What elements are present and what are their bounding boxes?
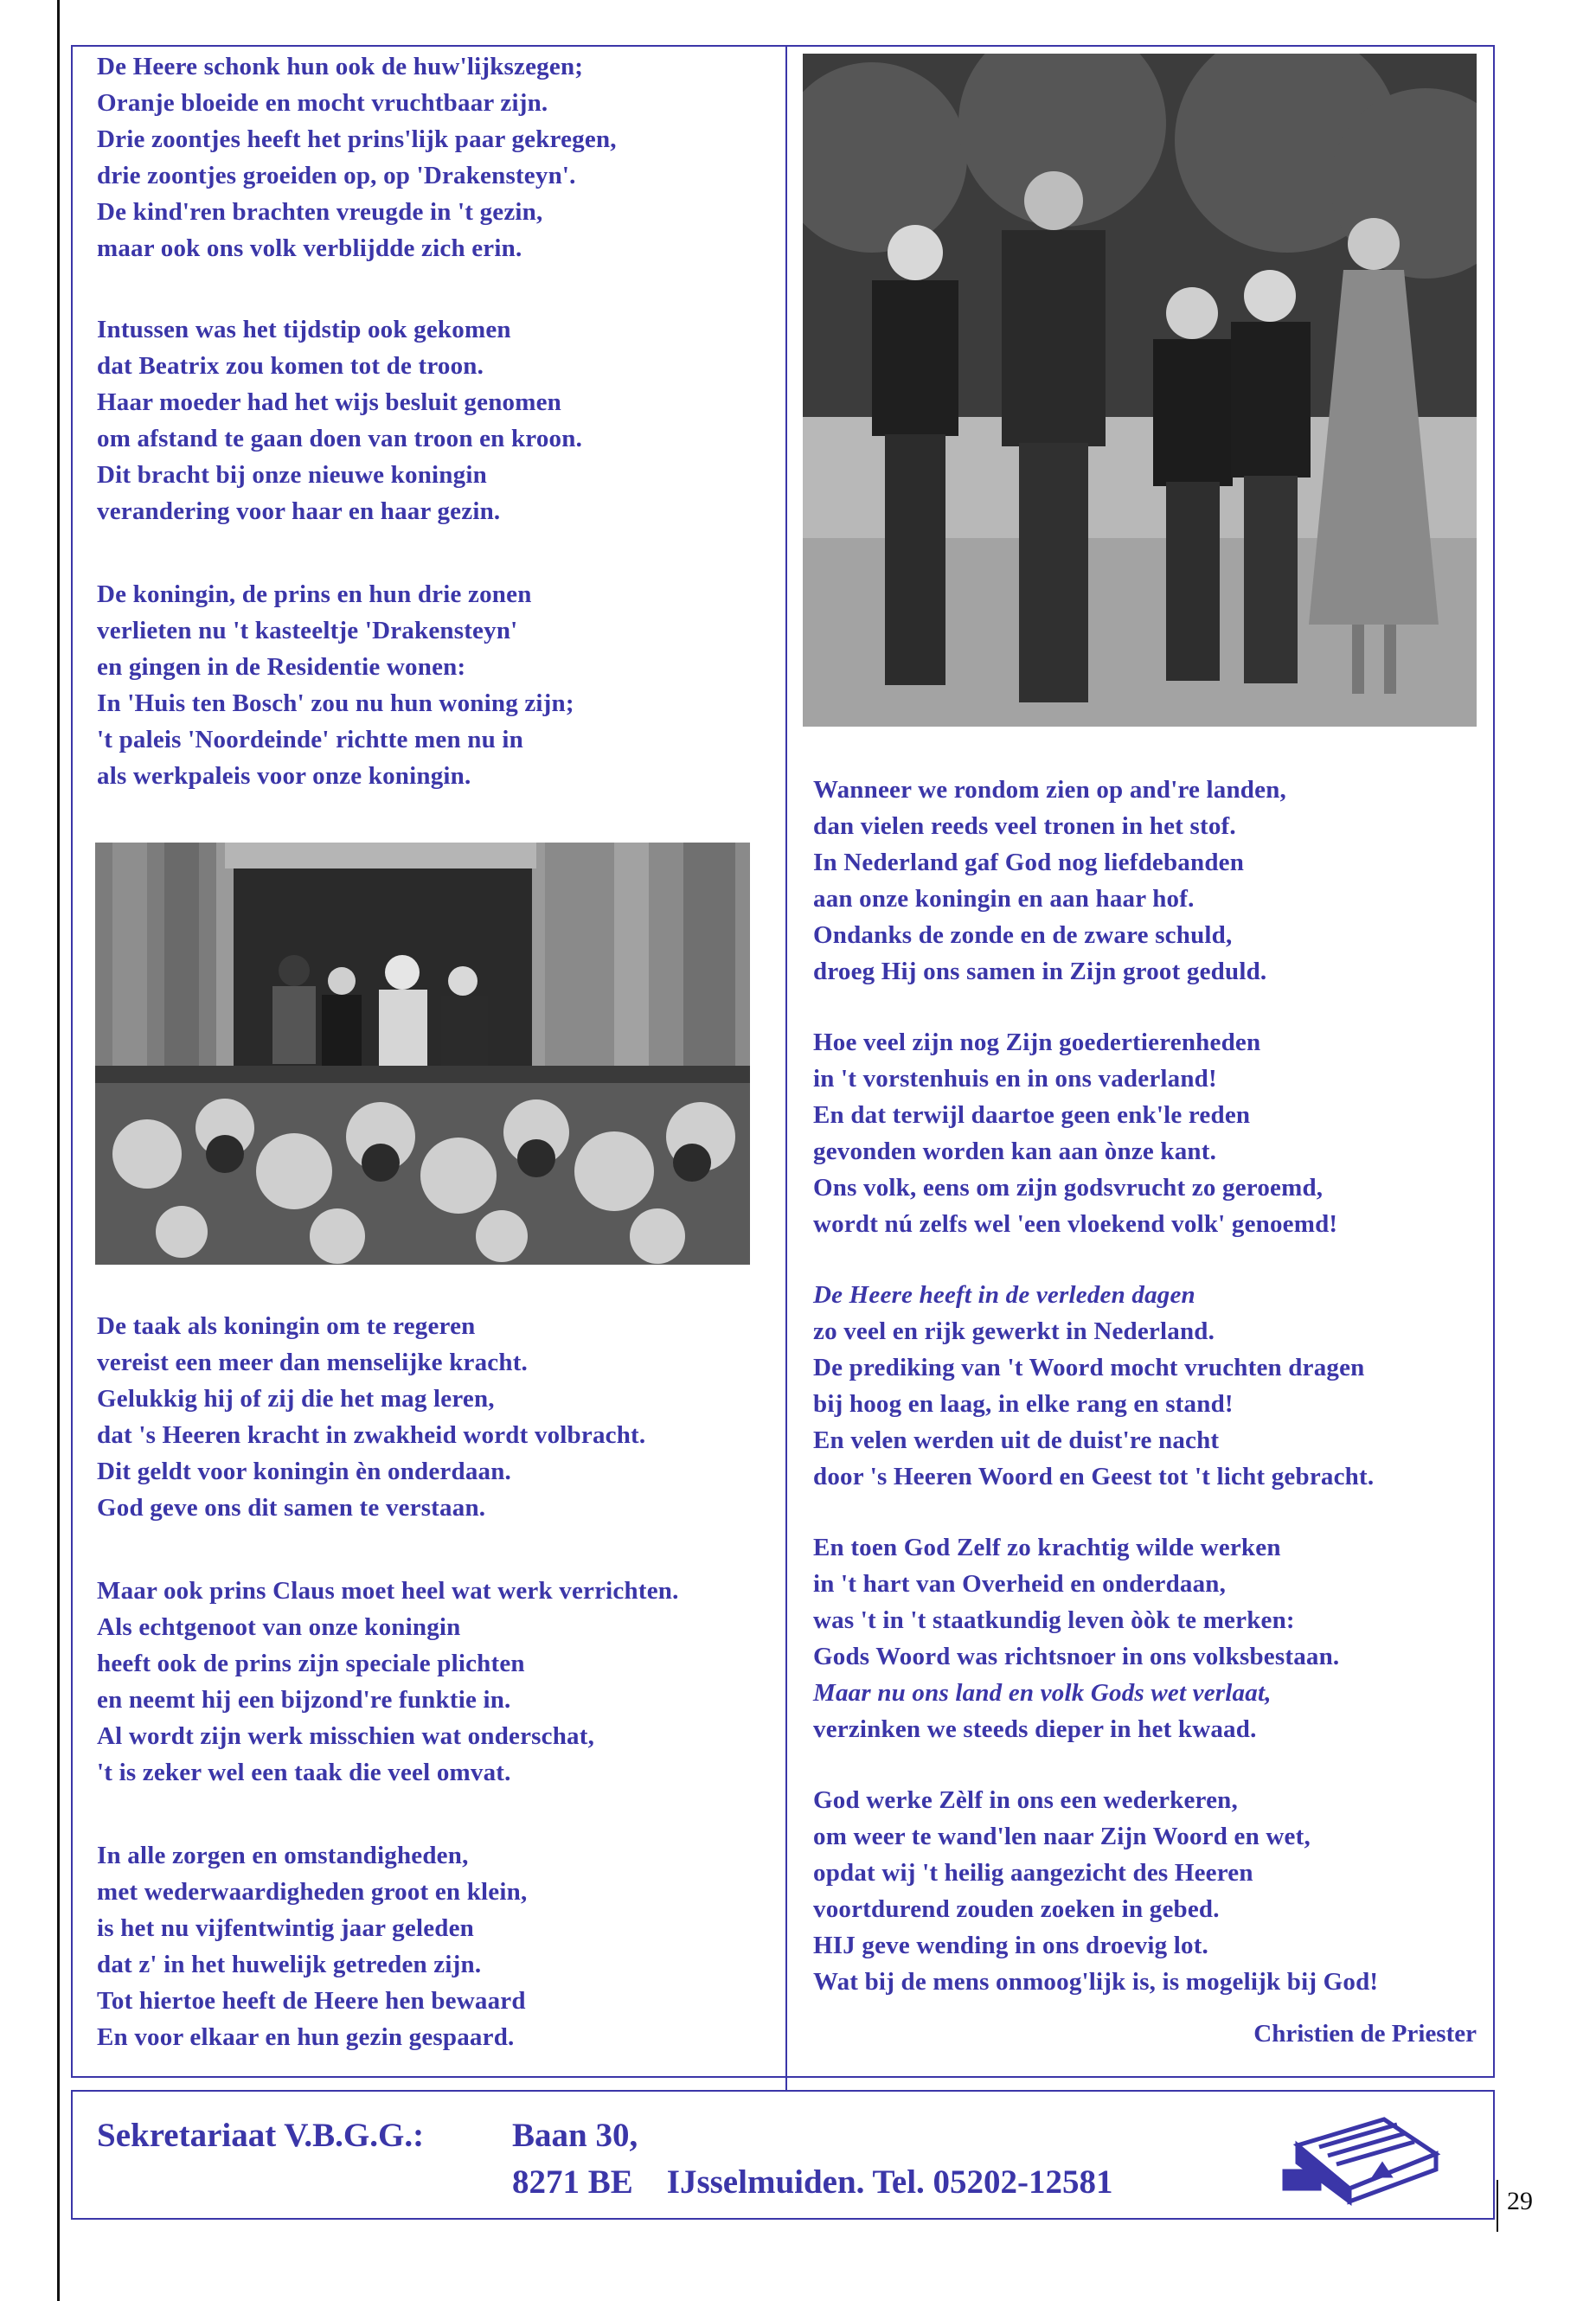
- column-divider: [785, 45, 787, 2091]
- poem-line: dan vielen reeds veel tronen in het stof.: [813, 812, 1236, 840]
- poem-line: Intussen was het tijdstip ook gekomen: [97, 316, 511, 343]
- poem-line: als werkpaleis voor onze koningin.: [97, 762, 471, 790]
- signature: Christien de Priester: [1253, 2020, 1477, 2048]
- bible-logo-icon: [1280, 2093, 1453, 2214]
- stanza-10: [813, 1529, 1339, 1747]
- poem-line: De taak als koningin om te regeren: [97, 1312, 476, 1340]
- footer-address-line1: Baan 30,: [512, 2117, 638, 2154]
- poem-line: De koningin, de prins en hun drie zonen: [97, 580, 532, 608]
- poem-line: bij hoog en laag, in elke rang en stand!: [813, 1390, 1234, 1418]
- stanza-3: [97, 576, 574, 794]
- poem-line: dat Beatrix zou komen tot de troon.: [97, 352, 484, 380]
- page-number-rule: [1497, 2180, 1498, 2232]
- poem-line: In Nederland gaf God nog liefdebanden: [813, 849, 1245, 876]
- stanza-9: [813, 1277, 1374, 1495]
- poem-line: Wanneer we rondom zien op and're landen,: [813, 776, 1286, 804]
- poem-line: voortdurend zouden zoeken in gebed.: [813, 1895, 1220, 1923]
- poem-line: droeg Hij ons samen in Zijn groot geduld.: [813, 958, 1267, 985]
- poem-line: In alle zorgen en omstandigheden,: [97, 1842, 469, 1869]
- poem-line: Gods Woord was richtsnoer in ons volksbestaan.: [813, 1643, 1340, 1670]
- poem-line: Gelukkig hij of zij die het mag leren,: [97, 1385, 495, 1413]
- poem-line: 't is zeker wel een taak die veel omvat.: [97, 1759, 511, 1786]
- poem-line: Maar nu ons land en volk Gods wet verlaat,: [813, 1679, 1272, 1707]
- poem-line: En toen God Zelf zo krachtig wilde werken: [813, 1534, 1281, 1561]
- poem-line: in 't vorstenhuis en in ons vaderland!: [813, 1065, 1217, 1093]
- poem-line: heeft ook de prins zijn speciale plichten: [97, 1650, 525, 1677]
- poem-line: maar ook ons volk verblijdde zich erin.: [97, 234, 522, 262]
- poem-line: aan onze koningin en aan haar hof.: [813, 885, 1195, 913]
- stanza-6: [97, 1837, 527, 2055]
- poem-line: opdat wij 't heilig aangezicht des Heeren: [813, 1859, 1253, 1887]
- poem-line: gevonden worden kan aan ònze kant.: [813, 1138, 1217, 1165]
- poem-line: En velen werden uit de duist're nacht: [813, 1426, 1220, 1454]
- stanza-7: [813, 772, 1286, 990]
- poem-line: Drie zoontjes heeft het prins'lijk paar gekregen,: [97, 125, 617, 153]
- poem-line: vereist een meer dan menselijke kracht.: [97, 1349, 529, 1376]
- poem-line: is het nu vijfentwintig jaar geleden: [97, 1914, 475, 1942]
- poem-line: De prediking van 't Woord mocht vruchten dragen: [813, 1354, 1365, 1381]
- poem-line: Dit bracht bij onze nieuwe koningin: [97, 461, 487, 489]
- poem-line: en neemt hij een bijzond're funktie in.: [97, 1686, 511, 1714]
- poem-line: De kind'ren brachten vreugde in 't gezin,: [97, 198, 543, 226]
- footer-address-line2: 8271 BE IJsselmuiden. Tel. 05202-12581: [512, 2163, 1113, 2201]
- poem-line: Maar ook prins Claus moet heel wat werk verrichten.: [97, 1577, 679, 1605]
- poem-line: En voor elkaar en hun gezin gespaard.: [97, 2023, 515, 2051]
- stanza-2: [97, 311, 582, 529]
- poem-line: Ons volk, eens om zijn godsvrucht zo geroemd,: [813, 1174, 1324, 1202]
- poem-line: verlieten nu 't kasteeltje 'Drakensteyn': [97, 617, 518, 644]
- poem-line: Tot hiertoe heeft de Heere hen bewaard: [97, 1987, 526, 2015]
- poem-line: om afstand te gaan doen van troon en kroon.: [97, 425, 583, 452]
- poem-line: dat z' in het huwelijk getreden zijn.: [97, 1951, 482, 1978]
- poem-line: om weer te wand'len naar Zijn Woord en wet,: [813, 1823, 1311, 1850]
- page-number: 29: [1507, 2187, 1533, 2215]
- poem-line: Oranje bloeide en mocht vruchtbaar zijn.: [97, 89, 548, 117]
- poem-line: Als echtgenoot van onze koningin: [97, 1613, 461, 1641]
- left-margin-rule: [57, 0, 60, 2301]
- poem-line: met wederwaardigheden groot en klein,: [97, 1878, 528, 1906]
- stanza-8: [813, 1024, 1337, 1242]
- poem-line: en gingen in de Residentie wonen:: [97, 653, 466, 681]
- poem-line: wordt nú zelfs wel 'een vloekend volk' genoemd!: [813, 1210, 1338, 1238]
- poem-line: De Heere heeft in de verleden dagen: [813, 1281, 1195, 1309]
- poem-line: Hoe veel zijn nog Zijn goedertierenheden: [813, 1029, 1261, 1056]
- stanza-4: [97, 1308, 645, 1526]
- stanza-11: [813, 1782, 1378, 2000]
- poem-line: God werke Zèlf in ons een wederkeren,: [813, 1786, 1238, 1814]
- poem-line: 't paleis 'Noordeinde' richtte men nu in: [97, 726, 523, 753]
- poem-line: De Heere schonk hun ook de huw'lijkszegen;: [97, 53, 584, 80]
- poem-line: in 't hart van Overheid en onderdaan,: [813, 1570, 1227, 1598]
- poem-line: zo veel en rijk gewerkt in Nederland.: [813, 1317, 1215, 1345]
- family-photo: [803, 54, 1477, 727]
- poem-line: HIJ geve wending in ons droevig lot.: [813, 1932, 1209, 1959]
- poem-line: verandering voor haar en haar gezin.: [97, 497, 501, 525]
- poem-line: Al wordt zijn werk misschien wat onderschat,: [97, 1722, 595, 1750]
- poem-line: dat 's Heeren kracht in zwakheid wordt volbracht.: [97, 1421, 646, 1449]
- poem-line: Ondanks de zonde en de zware schuld,: [813, 921, 1233, 949]
- poem-line: was 't in 't staatkundig leven òòk te merken:: [813, 1606, 1295, 1634]
- stanza-1: [97, 48, 617, 266]
- poem-line: door 's Heeren Woord en Geest tot 't licht gebracht.: [813, 1463, 1375, 1490]
- poem-line: drie zoontjes groeiden op, op 'Drakensteyn'.: [97, 162, 576, 189]
- poem-line: Dit geldt voor koningin èn onderdaan.: [97, 1458, 512, 1485]
- poem-line: verzinken we steeds dieper in het kwaad.: [813, 1715, 1257, 1743]
- poem-line: God geve ons dit samen te verstaan.: [97, 1494, 486, 1522]
- poem-line: En dat terwijl daartoe geen enk'le reden: [813, 1101, 1251, 1129]
- poem-line: In 'Huis ten Bosch' zou nu hun woning zijn;: [97, 689, 574, 717]
- poem-line: Haar moeder had het wijs besluit genomen: [97, 388, 561, 416]
- footer-label: Sekretariaat V.B.G.G.:: [97, 2117, 425, 2154]
- stanza-5: [97, 1573, 679, 1791]
- poem-line: Wat bij de mens onmoog'lijk is, is mogelijk bij God!: [813, 1968, 1379, 1996]
- balcony-photo: [95, 843, 750, 1265]
